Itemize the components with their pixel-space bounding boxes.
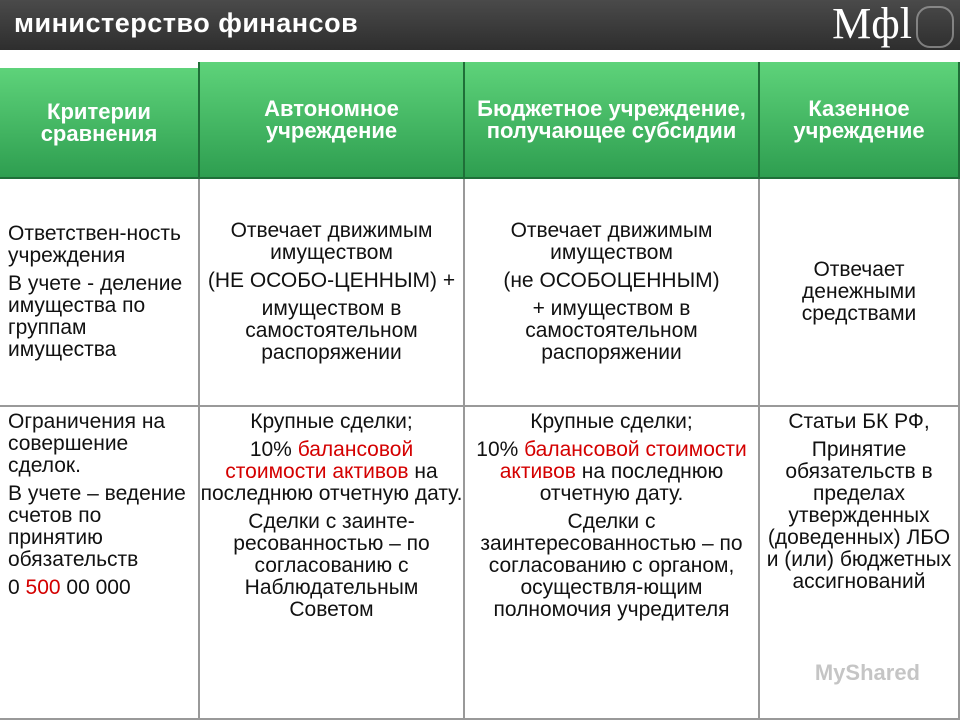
row2-criteria-text-b: В учете – ведение счетов по принятию обязательств [8, 482, 186, 571]
row2-auto-highlight: балансовой стоимости активов [225, 438, 414, 483]
ministry-logo: Мфl [832, 0, 912, 48]
row2-state-text-a: Статьи БК РФ, [788, 410, 930, 433]
row1-state-text: Отвечает денежными средствами [801, 258, 917, 325]
header-state: Казенное учреждение [760, 62, 960, 179]
row1-autonomous [200, 179, 465, 407]
coat-of-arms-icon [916, 6, 954, 48]
row1-auto-text-b: (НЕ ОСОБО-ЦЕННЫМ) + [207, 269, 456, 292]
account-code-suffix: 00 000 [60, 576, 131, 599]
row2-criteria [0, 407, 200, 720]
row2-budget-text-c: Сделки с заинтересованностью – по согласованию с органом, осуществля-ющим полномочия учредителя [480, 510, 743, 621]
row2-auto-percent: 10% [249, 438, 298, 461]
row2-auto-suffix: на последнюю отчетную дату. [200, 460, 463, 505]
account-code-highlight: 500 [25, 576, 61, 599]
comparison-table [0, 62, 960, 720]
row1-budget-text-c: + имуществом в самостоятельном распоряжении [525, 297, 698, 364]
row2-auto-text-a: Крупные сделки; [250, 410, 413, 433]
header-budget: Бюджетное учреждение, получающее субсидии [465, 62, 760, 179]
header-criteria: Критерии сравнения [0, 62, 200, 179]
row1-budget [465, 179, 760, 407]
row1-criteria [0, 179, 200, 407]
row2-auto-text-c: Сделки с заинте-ресованностью – по согласованию с Наблюдательным Советом [233, 510, 430, 621]
row1-budget-text-b: (не ОСОБОЦЕННЫМ) [503, 269, 720, 292]
row2-auto-text-b [200, 439, 463, 505]
row2-criteria-text-a: Ограничения на совершение сделок. [8, 410, 166, 477]
ministry-title: министерство финансов [14, 8, 359, 38]
header-bar [0, 0, 960, 50]
row1-state [760, 179, 960, 407]
row1-auto-text-a: Отвечает движимым имуществом [230, 219, 433, 264]
row2-budget [465, 407, 760, 720]
account-code-prefix: 0 [8, 576, 26, 599]
row1-auto-text-c: имуществом в самостоятельном распоряжении [245, 297, 418, 364]
row2-state-text-b: Принятие обязательств в пределах утвержденных (доведенных) ЛБО и (или) бюджетных ассигнований [766, 438, 952, 593]
row2-budget-text-a: Крупные сделки; [530, 410, 693, 433]
row2-budget-text-b [465, 439, 758, 505]
row1-budget-text-a: Отвечает движимым имуществом [510, 219, 713, 264]
row1-criteria-text-a: Ответствен-ность учреждения [8, 222, 181, 267]
header-autonomous: Автономное учреждение [200, 62, 465, 179]
row2-account-code [8, 577, 131, 599]
watermark-logo: MyShared [814, 660, 920, 685]
row2-autonomous [200, 407, 465, 720]
row1-criteria-text-b: В учете - деление имущества по группам имущества [8, 272, 183, 361]
row2-budget-percent: 10% [476, 438, 525, 461]
row2-budget-suffix: на последнюю отчетную дату. [539, 460, 724, 505]
row2-budget-highlight: балансовой стоимости активов [499, 438, 747, 483]
